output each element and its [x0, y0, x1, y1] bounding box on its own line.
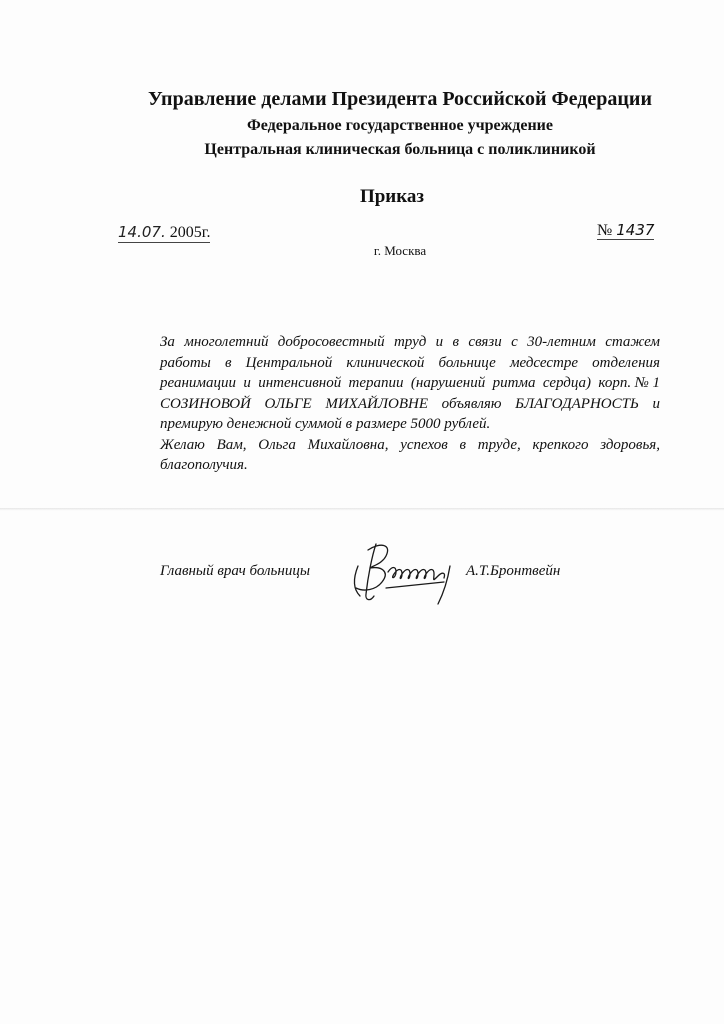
date-handwritten: 14.07.	[118, 223, 166, 241]
header-hospital: Центральная клиническая больница с поликлиникой	[204, 141, 596, 158]
order-date	[118, 223, 210, 243]
header-institution-type: Федеральное государственное учреждение	[247, 117, 553, 134]
date-year: 2005г.	[169, 224, 211, 241]
order-number	[597, 221, 654, 240]
paper-fold	[0, 508, 724, 511]
order-paragraph-main: За многолетний добросовестный труд и в связи с 30-летним стажем работы в Центральной клинической больнице медсестре отделения реанимации и интенсивной терапии (нарушений ритма сердца) корп.№1 СОЗИНОВОЙ ОЛЬГЕ МИХАЙЛОВНЕ объявляю БЛАГОДАРНОСТЬ и премирую денежной суммой в размере 5000 рублей.	[160, 334, 660, 432]
number-handwritten: 1437	[616, 221, 655, 239]
signatory-position: Главный врач больницы	[160, 563, 310, 579]
signatory-name: А.Т.Бронтвейн	[466, 563, 561, 579]
number-prefix: №	[597, 222, 613, 239]
handwritten-signature-icon	[346, 536, 470, 608]
order-paragraph-wishes: Желаю Вам, Ольга Михайловна, успехов в труде, крепкого здоровья, благополучия.	[160, 436, 660, 473]
document-title: Приказ	[359, 186, 425, 207]
order-body	[160, 332, 660, 476]
city: г. Москва	[373, 243, 427, 258]
header-ministry: Управление делами Президента Российской Федерации	[148, 88, 652, 110]
